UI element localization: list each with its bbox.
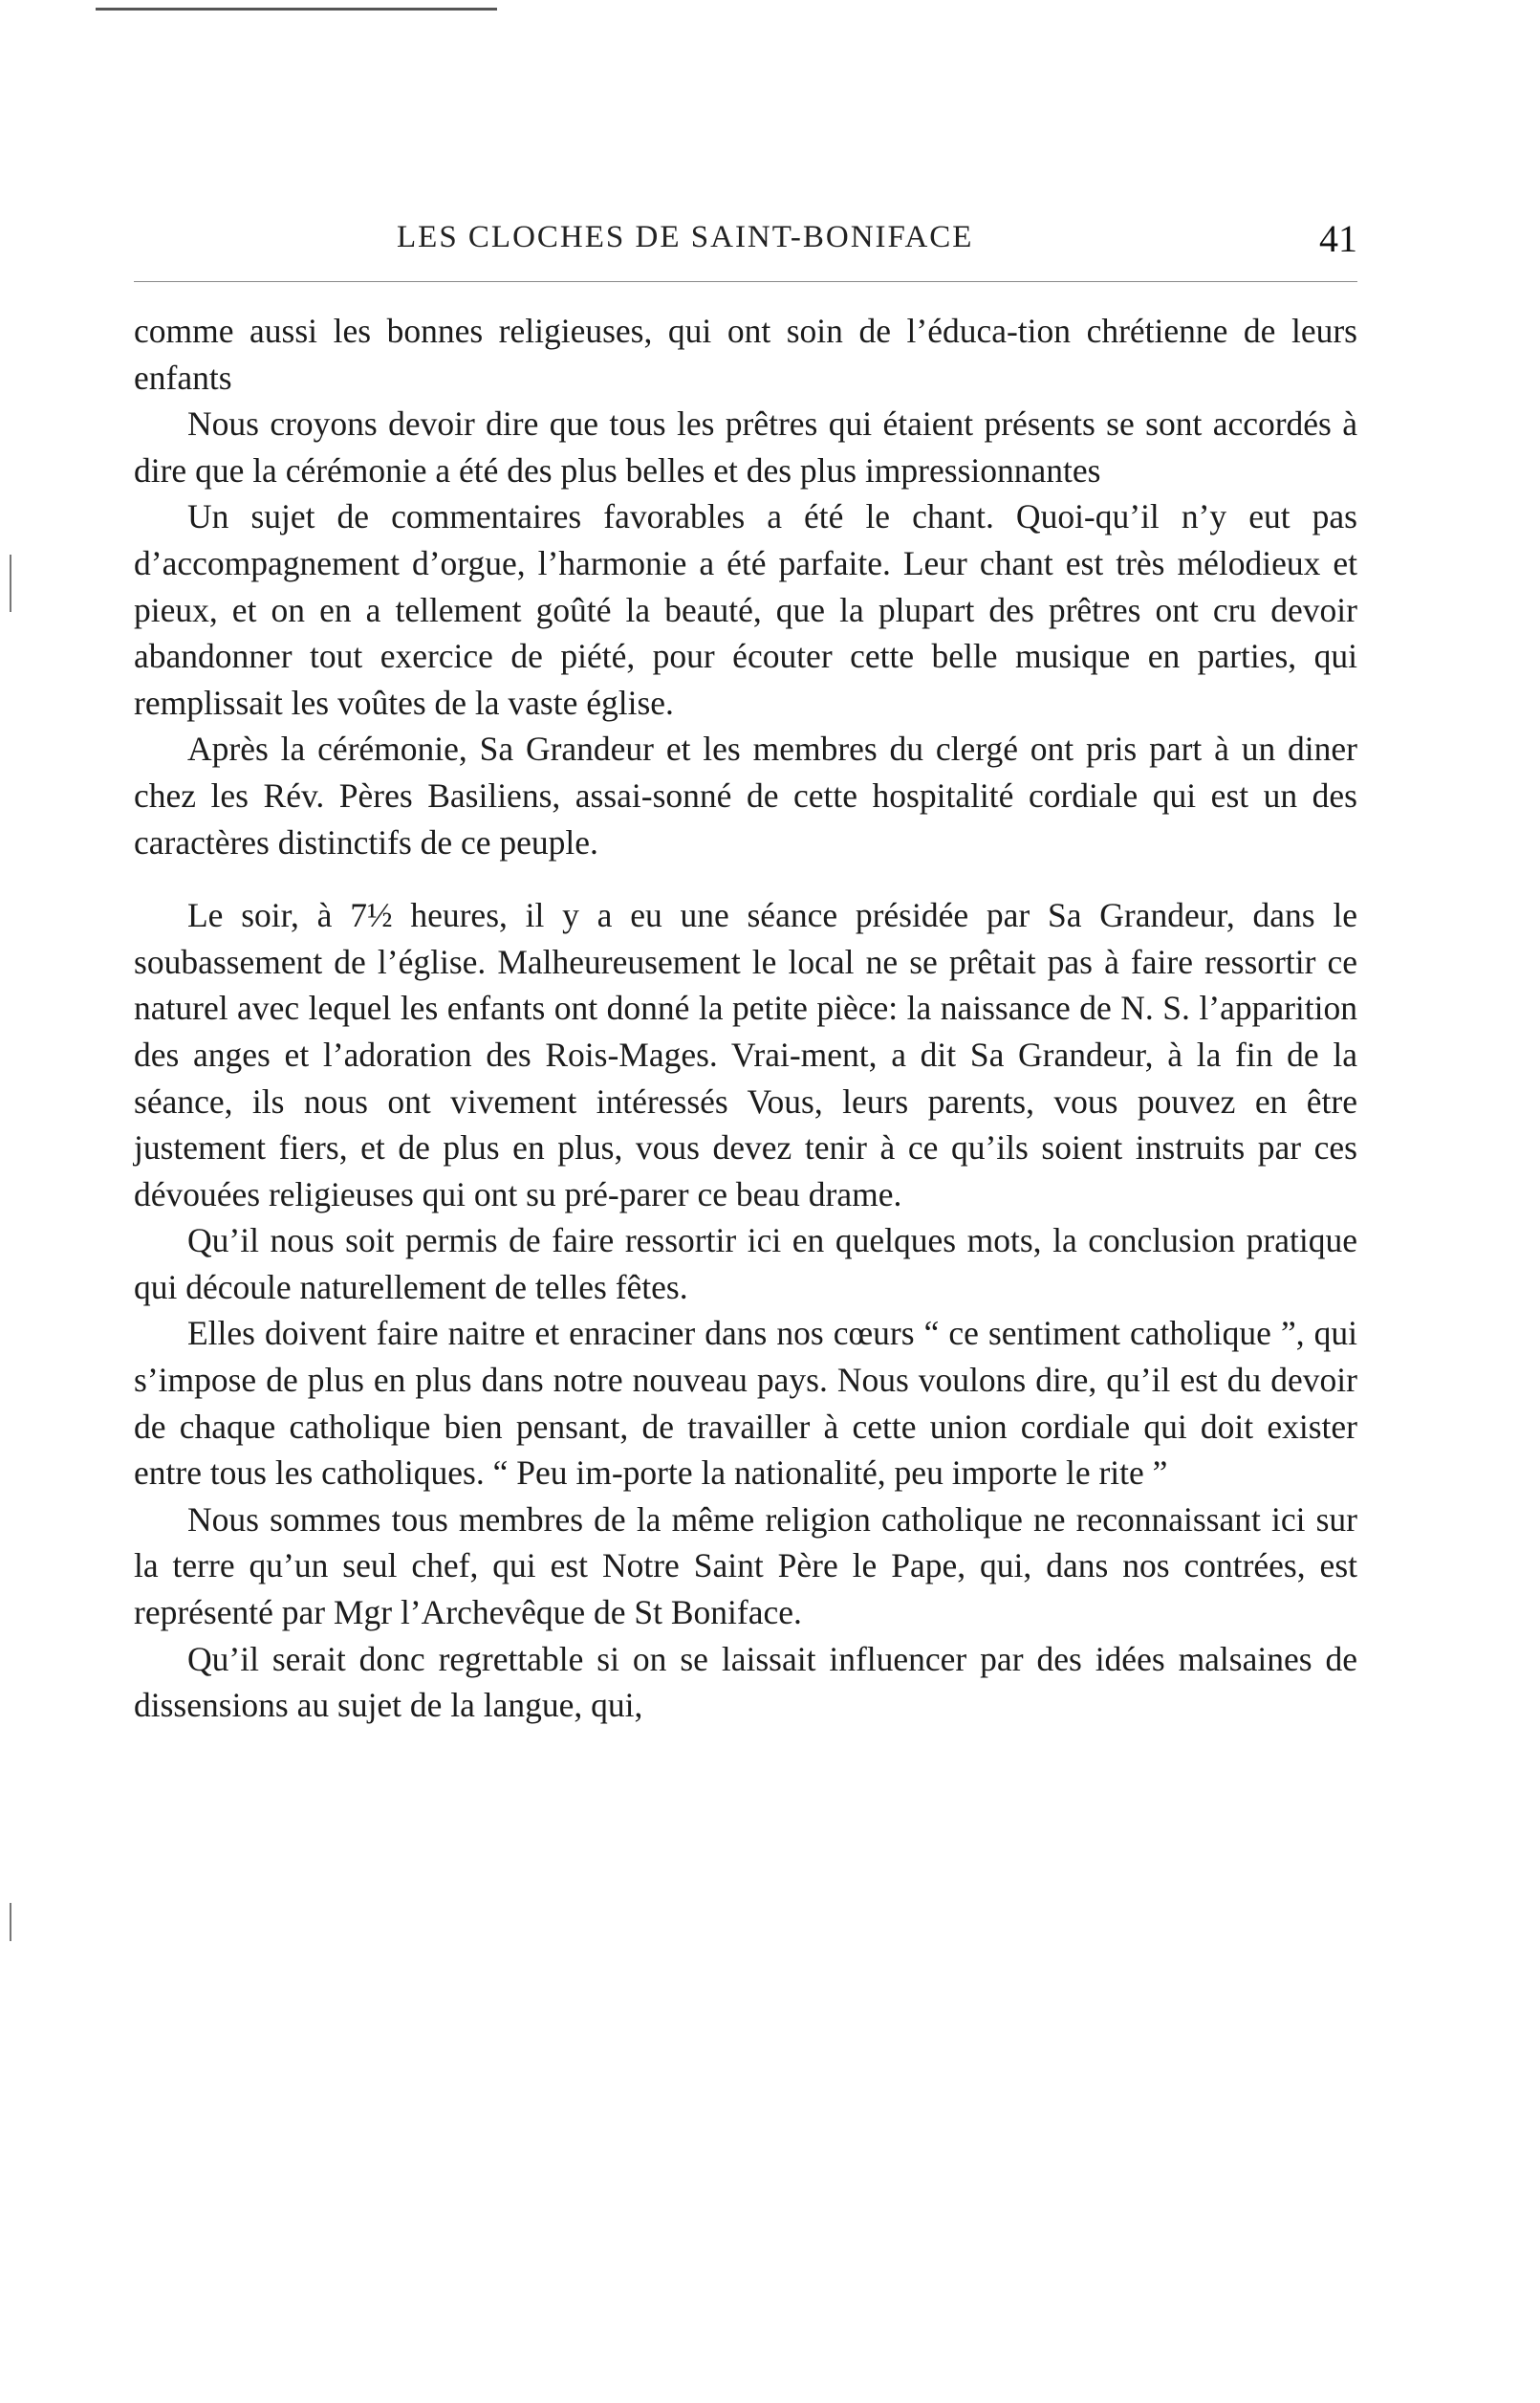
page-number: 41 [1319,217,1357,260]
paragraph: Elles doivent faire naitre et enraciner dans nos cœurs “ ce sentiment catholique ”, qui s’impose de plus en plus dans notre nouveau pays. Nous voulons dire, qu’il est du devoir de chaque catholique bien pensant, de travailler à cette union cordiale qui doit exister entre tous les catholiques. “ Peu im-porte la nationalité, peu importe le rite ” [134,1314,1357,1493]
margin-mark [10,555,11,612]
paragraph: Qu’il serait donc regrettable si on se laissait influencer par des idées malsaines de dissensions au sujet de la langue, qui, [134,1639,1357,1725]
running-title: LES CLOCHES DE SAINT-BONIFACE [397,220,974,254]
paragraph: Un sujet de commentaires favorables a été le chant. Quoi-qu’il n’y eut pas d’accompagnement d’orgue, l’harmonie a été parfaite. Leur chant est très mélodieux et pieux, et on en a tellement goûté la beauté, que la plupart des prêtres ont cru devoir abandonner tout exercice de piété, pour écouter cette belle musique en parties, qui remplissait les voûtes de la vaste église. [134,497,1357,722]
paragraph: Le soir, à 7½ heures, il y a eu une séance présidée par Sa Grandeur, dans le soubassement de l’église. Malheureusement le local ne se prêtait pas à faire ressortir ce naturel avec lequel les enfants ont donné la petite pièce: la naissance de N. S. l’apparition des anges et l’adoration des Rois-Mages. Vrai-ment, a dit Sa Grandeur, à la fin de la séance, ils nous ont vivement intéressés Vous, leurs parents, vous pouvez en être justement fiers, et de plus en plus, vous devez tenir à ce qu’ils soient instruits par ces dévouées religieuses qui ont su pré-parer ce beau drame. [134,896,1357,1213]
paragraph: Après la cérémonie, Sa Grandeur et les membres du clergé ont pris part à un diner chez les Rév. Pères Basiliens, assai-sonné de cette hospitalité cordiale qui est un des caractères distinctifs de ce peuple. [134,730,1357,862]
margin-mark [10,1903,11,1941]
paragraph: comme aussi les bonnes religieuses, qui ont soin de l’éduca-tion chrétienne de leurs enfants [134,312,1357,397]
paragraph: Nous croyons devoir dire que tous les prêtres qui étaient présents se sont accordés à dire que la cérémonie a été des plus belles et des plus impressionnantes [134,404,1357,490]
paragraph: Qu’il nous soit permis de faire ressortir ici en quelques mots, la conclusion pratique qui découle naturellement de telles fêtes. [134,1221,1357,1306]
paragraph: Nous sommes tous membres de la même religion catholique ne reconnaissant ici sur la terre qu’un seul chef, qui est Notre Saint Père le Pape, qui, dans nos contrées, est représenté par Mgr l’Archevêque de St Boniface. [134,1499,1357,1632]
page-header [134,216,1357,273]
body-text [134,308,1357,1729]
header-rule [134,281,1357,282]
top-edge-rule [96,8,497,11]
